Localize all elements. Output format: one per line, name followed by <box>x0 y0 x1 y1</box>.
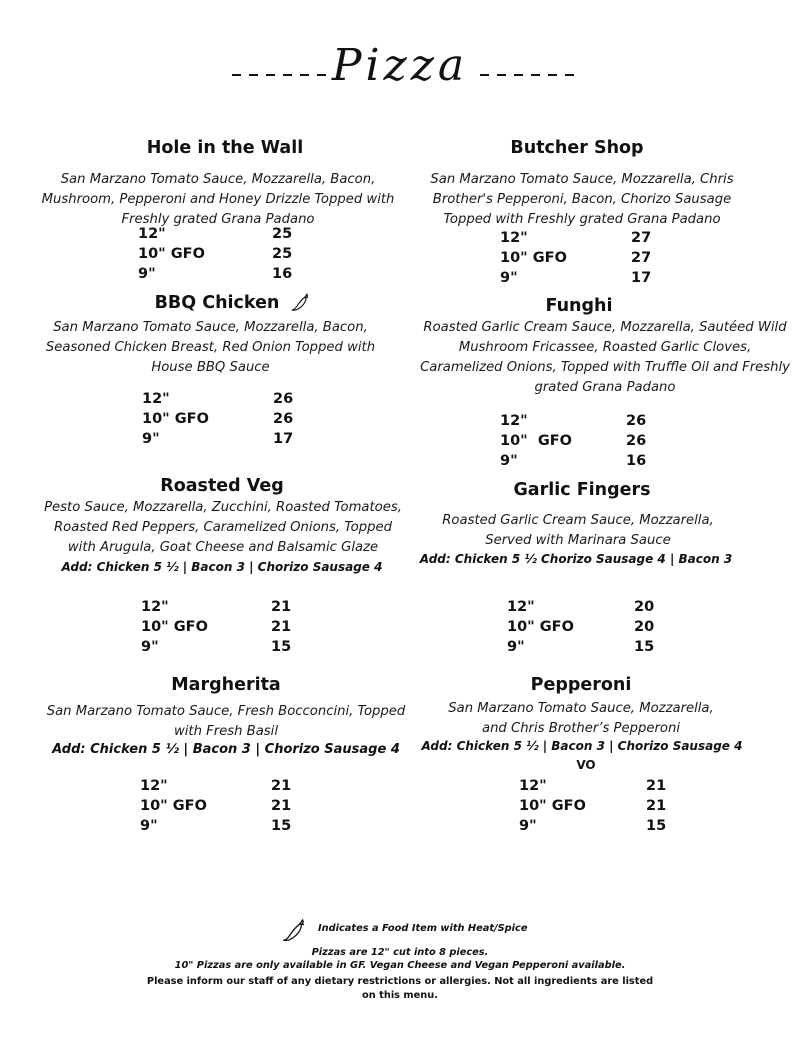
item-description: Pesto Sauce, Mozzarella, Zucchini, Roasted Tomatoes, Roasted Red Peppers, Caramelized Onions, Topped with Arugula, Goat Cheese and Balsamic Glaze <box>44 500 402 555</box>
price-value: 16 <box>626 453 647 469</box>
price-value: 21 <box>271 778 292 794</box>
size-label: 9" <box>138 266 156 282</box>
price-value: 17 <box>273 431 294 447</box>
price-row <box>500 248 670 268</box>
price-value: 26 <box>626 413 647 429</box>
price-row <box>519 776 689 796</box>
price-row <box>138 244 308 264</box>
item-description: San Marzano Tomato Sauce, Mozzarella, Bacon, Mushroom, Pepperoni and Honey Drizzle Topped with Freshly grated Grana Padano <box>41 172 395 227</box>
price-row <box>507 637 677 657</box>
spice-legend: Indicates a Food Item with Heat/Spice <box>318 923 528 934</box>
size-label: 9" <box>140 818 158 834</box>
item-description: San Marzano Tomato Sauce, Mozzarella, Bacon, Seasoned Chicken Breast, Red Onion Topped with House BBQ Sauce <box>45 320 376 375</box>
price-value: 20 <box>634 599 655 615</box>
size-label: 12" <box>140 778 168 794</box>
price-value: 26 <box>273 391 294 407</box>
price-list <box>507 597 677 657</box>
price-row <box>507 617 677 637</box>
price-value: 15 <box>634 639 655 655</box>
price-row <box>500 411 670 431</box>
price-value: 16 <box>272 266 293 282</box>
price-value: 20 <box>634 619 655 635</box>
price-row <box>142 409 312 429</box>
price-value: 27 <box>631 250 652 266</box>
item-name: Garlic Fingers <box>513 480 651 500</box>
item-description: Roasted Garlic Cream Sauce, Mozzarella, Sautéed Wild Mushroom Fricassee, Roasted Garlic Cloves, Caramelized Onions, Topped with Truffle Oil and Freshly grated Grana Padano <box>420 320 790 395</box>
size-label: 10" GFO <box>142 411 209 427</box>
item-description: Roasted Garlic Cream Sauce, Mozzarella, Served with Marinara Sauce <box>442 513 714 548</box>
price-list <box>500 228 670 288</box>
price-row <box>140 816 310 836</box>
item-addons: Add: Chicken 5 ½ Chorizo Sausage 4 | Bacon 3 <box>419 552 733 566</box>
price-row <box>519 796 689 816</box>
size-label: 12" <box>142 391 170 407</box>
size-label: 12" <box>141 599 169 615</box>
price-value: 15 <box>646 818 667 834</box>
price-row <box>507 597 677 617</box>
price-list <box>141 597 311 657</box>
price-row <box>142 389 312 409</box>
title-dash-left <box>232 70 342 80</box>
price-value: 25 <box>272 226 293 242</box>
price-row <box>138 264 308 284</box>
size-label: 12" <box>500 413 528 429</box>
price-row <box>138 224 308 244</box>
menu-title-block <box>0 40 800 91</box>
price-value: 26 <box>626 433 647 449</box>
item-name: Hole in the Wall <box>146 138 304 158</box>
item-description: San Marzano Tomato Sauce, Mozzarella, and Chris Brother’s Pepperoni <box>448 701 714 736</box>
price-list <box>138 224 308 284</box>
item-name: Funghi <box>545 296 613 316</box>
price-value: 25 <box>272 246 293 262</box>
price-row <box>500 431 670 451</box>
price-value: 21 <box>271 619 292 635</box>
size-label: 10" GFO <box>500 433 572 449</box>
item-addons: Add: Chicken 5 ½ | Bacon 3 | Chorizo Sausage 4 <box>52 742 400 757</box>
price-row <box>500 268 670 288</box>
item-name: Butcher Shop <box>510 138 644 158</box>
chili-pepper-icon <box>281 916 309 944</box>
size-label: 9" <box>142 431 160 447</box>
price-value: 21 <box>646 778 667 794</box>
item-name: Roasted Veg <box>160 476 284 496</box>
footer-note: 10" Pizzas are only available in GF. Vegan Cheese and Vegan Pepperoni available. <box>174 960 626 971</box>
price-row <box>140 796 310 816</box>
price-list <box>519 776 689 836</box>
price-row <box>140 776 310 796</box>
price-list <box>140 776 310 836</box>
price-list <box>500 411 670 471</box>
price-value: 15 <box>271 639 292 655</box>
title-dash-right <box>480 70 590 80</box>
size-label: 9" <box>500 270 518 286</box>
item-addons: Add: Chicken 5 ½ | Bacon 3 | Chorizo Sausage 4 <box>421 739 743 753</box>
chili-pepper-icon <box>290 291 312 313</box>
size-label: 12" <box>138 226 166 242</box>
size-label: 10" GFO <box>138 246 205 262</box>
price-value: 21 <box>271 599 292 615</box>
size-label: 9" <box>500 453 518 469</box>
price-row <box>500 451 670 471</box>
item-description: San Marzano Tomato Sauce, Fresh Bocconcini, Topped with Fresh Basil <box>46 704 406 739</box>
size-label: 12" <box>519 778 547 794</box>
item-name: BBQ Chicken <box>154 293 280 313</box>
price-value: 17 <box>631 270 652 286</box>
item-addons: Add: Chicken 5 ½ | Bacon 3 | Chorizo Sausage 4 <box>61 560 383 574</box>
item-name: Margherita <box>171 675 281 695</box>
size-label: 12" <box>500 230 528 246</box>
price-value: 27 <box>631 230 652 246</box>
size-label: 10" GFO <box>141 619 208 635</box>
price-row <box>141 597 311 617</box>
price-value: 15 <box>271 818 292 834</box>
item-note: VO <box>576 758 596 772</box>
price-value: 26 <box>273 411 294 427</box>
size-label: 10" GFO <box>519 798 586 814</box>
size-label: 9" <box>519 818 537 834</box>
size-label: 10" GFO <box>507 619 574 635</box>
size-label: 12" <box>507 599 535 615</box>
price-value: 21 <box>646 798 667 814</box>
price-value: 21 <box>271 798 292 814</box>
allergy-note: Please inform our staff of any dietary restrictions or allergies. Not all ingredients are listed on this menu. <box>146 976 654 1001</box>
price-row <box>141 617 311 637</box>
menu-title: Pizza <box>331 40 469 91</box>
size-label: 10" GFO <box>500 250 567 266</box>
size-label: 10" GFO <box>140 798 207 814</box>
price-list <box>142 389 312 449</box>
price-row <box>500 228 670 248</box>
footer-note: Pizzas are 12" cut into 8 pieces. <box>311 947 489 958</box>
price-row <box>141 637 311 657</box>
size-label: 9" <box>507 639 525 655</box>
item-description: San Marzano Tomato Sauce, Mozzarella, Chris Brother's Pepperoni, Bacon, Chorizo Sausage Topped with Freshly grated Grana Padano <box>430 172 734 227</box>
size-label: 9" <box>141 639 159 655</box>
price-row <box>142 429 312 449</box>
item-name: Pepperoni <box>530 675 632 695</box>
price-row <box>519 816 689 836</box>
